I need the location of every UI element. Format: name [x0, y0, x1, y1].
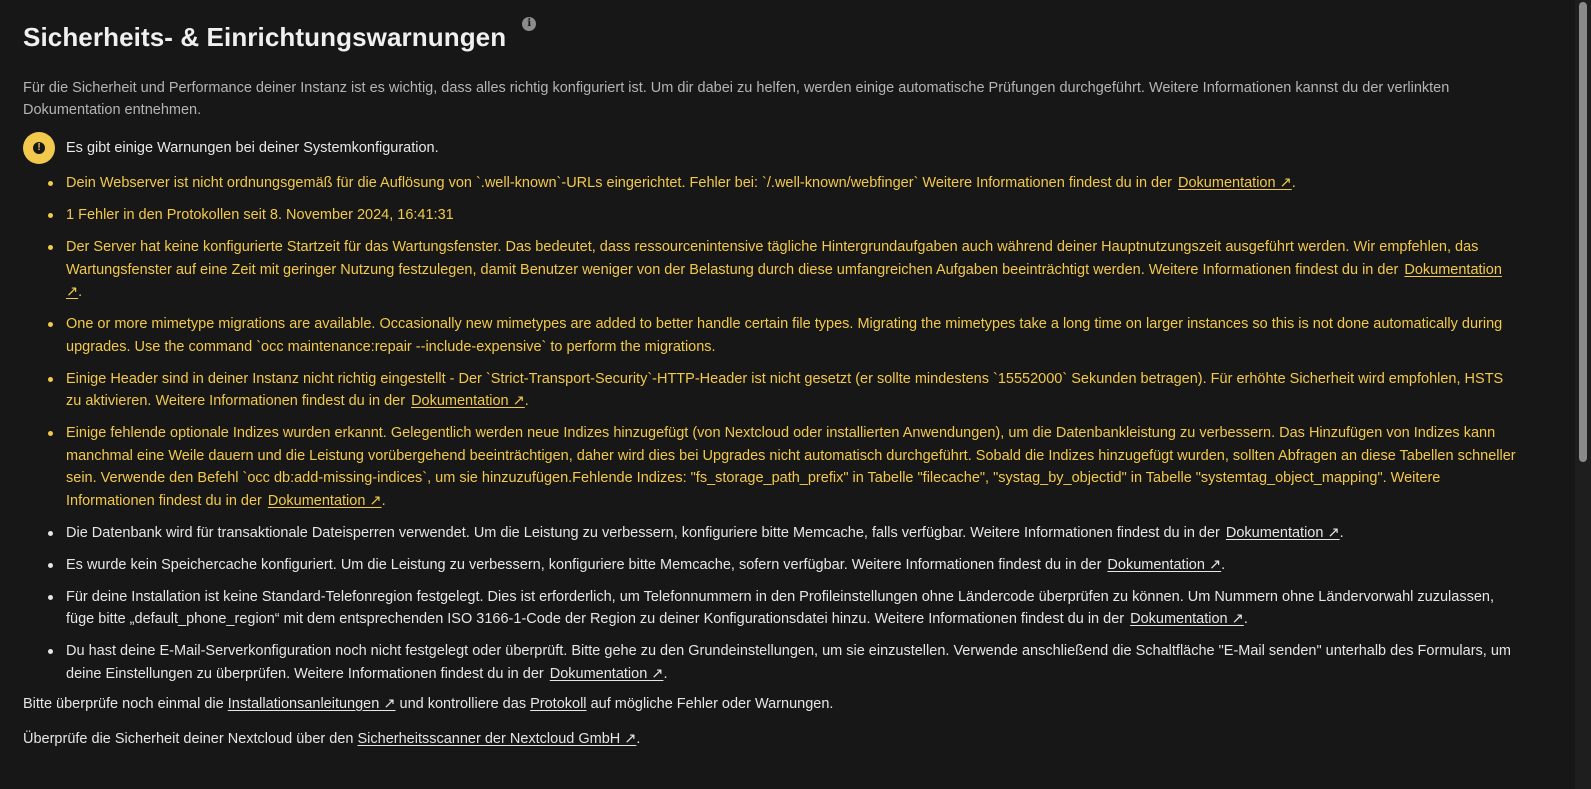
documentation-link[interactable]: Dokumentation ↗	[1225, 524, 1340, 541]
documentation-link[interactable]: Dokumentation ↗	[66, 261, 1502, 300]
footer-text: .	[636, 731, 641, 747]
footer-text: auf mögliche Fehler oder Warnungen.	[590, 696, 834, 712]
installation-guide-link[interactable]: Installationsanleitungen ↗	[227, 696, 396, 712]
issue-text: Der Server hat keine konfigurierte Startzeit für das Wartungsfenster. Das bedeutet, dass ressourcenintensive tägliche Hintergrundaufgaben auch während deiner Hauptnutzungszeit ausgeführt werden. Wir empfehlen, das Wartungsfenster auf eine Zeit mit geringer Nutzung festzulegen, damit Benutzer weniger von der Belastung durch diese umfangreichen Aufgaben beeinträchtigt werden. Weitere Informationen findest du in der	[66, 239, 1479, 278]
documentation-link[interactable]: Dokumentation ↗	[1178, 175, 1292, 191]
documentation-link[interactable]: Dokumentation ↗	[411, 393, 525, 409]
footer-installation-note	[23, 693, 833, 715]
documentation-link[interactable]: Dokumentation ↗	[1130, 611, 1244, 627]
header	[23, 16, 536, 58]
documentation-link[interactable]: Dokumentation ↗	[549, 665, 664, 682]
footer-text: Bitte überprüfe noch einmal die	[23, 696, 224, 712]
issue-text: 1 Fehler in den Protokollen seit 8. November 2024, 16:41:31	[66, 207, 454, 223]
issue-text: Die Datenbank wird für transaktionale Dateisperren verwendet. Um die Leistung zu verbessern, konfiguriere bitte Memcache, falls verfügbar. Weitere Informationen findest du in der	[66, 524, 1220, 541]
intro-text: Für die Sicherheit und Performance deiner Instanz ist es wichtig, dass alles richtig konfiguriert ist. Um dir dabei zu helfen, werden einige automatische Prüfungen durchgeführt. Weitere Informationen kannst du der verlinkten Dokumentation entnehmen.	[23, 80, 1450, 118]
footer-security-scan-note	[23, 728, 640, 750]
issue-text: Einige fehlende optionale Indizes wurden erkannt. Gelegentlich werden neue Indizes hinzugefügt (von Nextcloud oder installierten Anwendungen), um die Datenbankleistung zu verbessern. Das Hinzufügen von Indizes kann manchmal eine Weile dauern und die Leistung vorübergehend beeinträchtigen, daher wird dies bei Upgrades nicht automatisch durchgeführt. Sobald die Indizes hinzugefügt wurden, sollten Abfragen an diese Tabellen schneller sein. Verwende den Befehl `occ db:add-missing-indices`, um sie hinzuzufügen.Fehlende Indizes: "fs_storage_path_prefix" in Tabelle "filecache", "systag_by_objectid" in Tabelle "systemtag_object_mapping". Weitere Informationen findest du in der	[66, 425, 1516, 509]
list-item: Für deine Installation ist keine Standard-Telefonregion festgelegt. Dies ist erforderlich, um Telefonnummern in den Profileinstellungen ohne Ländercode überprüfen zu können. Um Nummern ohne Ländervorwahl zuzulassen, füge bitte „default_phone_region“ mit dem entsprechenden ISO 3166-1-Code der Region zu deiner Konfigurationsdatei hinzu. Weitere Informationen findest du in der Dokumentation ↗.	[43, 586, 1521, 631]
issue-text: Es wurde kein Speichercache konfiguriert. Um die Leistung zu verbessern, konfiguriere bitte Memcache, sofern verfügbar. Weitere Informationen findest du in der	[66, 556, 1102, 573]
list-item: Du hast deine E-Mail-Serverkonfiguration noch nicht festgelegt oder überprüft. Bitte gehe zu den Grundeinstellungen, um sie einzustellen. Verwende anschließend die Schaltfläche "E-Mail senden" unterhalb des Formulars, um deine Einstellungen zu überprüfen. Weitere Informationen findest du in der Dokumentation ↗.	[43, 640, 1521, 685]
log-link[interactable]: Protokoll	[530, 696, 587, 712]
security-scanner-link[interactable]: Sicherheitsscanner der Nextcloud GmbH ↗	[357, 731, 637, 747]
page-scrollbar[interactable]	[1575, 0, 1591, 789]
footer-text: Überprüfe die Sicherheit deiner Nextcloud über den	[23, 731, 354, 747]
warning-summary	[23, 132, 439, 164]
list-item: Der Server hat keine konfigurierte Startzeit für das Wartungsfenster. Das bedeutet, dass ressourcenintensive tägliche Hintergrundaufgaben auch während deiner Hauptnutzungszeit ausgeführt werden. Wir empfehlen, das Wartungsfenster auf eine Zeit mit geringer Nutzung festzulegen, damit Benutzer weniger von der Belastung durch diese umfangreichen Aufgaben beeinträchtigt werden. Weitere Informationen findest du in der Dokumentation ↗.	[43, 236, 1521, 304]
list-item: Dein Webserver ist nicht ordnungsgemäß für die Auflösung von `.well-known`-URLs eingerichtet. Fehler bei: `/.well-known/webfinger` Weitere Informationen findest du in der Dokumentation ↗.	[43, 172, 1521, 195]
issue-list	[43, 172, 1521, 695]
issue-text: Einige Header sind in deiner Instanz nicht richtig eingestellt - Der `Strict-Transport-Security`-HTTP-Header ist nicht gesetzt (er sollte mindestens `15552000` Sekunden betragen). Für erhöhte Sicherheit wird empfohlen, HSTS zu aktivieren. Weitere Informationen findest du in der	[66, 370, 1504, 409]
documentation-link[interactable]: Dokumentation ↗	[267, 492, 382, 509]
documentation-link[interactable]: Dokumentation ↗	[1107, 556, 1222, 573]
page-title: Sicherheits- & Einrichtungswarnungen	[23, 22, 507, 52]
warning-icon: !	[23, 132, 55, 164]
footer-text: und kontrolliere das	[399, 696, 527, 712]
list-item	[43, 313, 1521, 358]
scrollbar-thumb[interactable]	[1579, 2, 1587, 462]
list-item: Einige fehlende optionale Indizes wurden erkannt. Gelegentlich werden neue Indizes hinzugefügt (von Nextcloud oder installierten Anwendungen), um die Datenbankleistung zu verbessern. Das Hinzufügen von Indizes kann manchmal eine Weile dauern und die Leistung vorübergehend beeinträchtigen, daher wird dies bei Upgrades nicht automatisch durchgeführt. Sobald die Indizes hinzugefügt wurden, sollten Abfragen an diese Tabellen schneller sein. Verwende den Befehl `occ db:add-missing-indices`, um sie hinzuzufügen.Fehlende Indizes: "fs_storage_path_prefix" in Tabelle "filecache", "systag_by_objectid" in Tabelle "systemtag_object_mapping". Weitere Informationen findest du in der Dokumentation ↗.	[43, 422, 1521, 512]
info-icon[interactable]: i	[522, 17, 536, 31]
issue-text: Dein Webserver ist nicht ordnungsgemäß für die Auflösung von `.well-known`-URLs eingerichtet. Fehler bei: `/.well-known/webfinger` Weitere Informationen findest du in der	[66, 175, 1173, 191]
list-item: Die Datenbank wird für transaktionale Dateisperren verwendet. Um die Leistung zu verbessern, konfiguriere bitte Memcache, falls verfügbar. Weitere Informationen findest du in der Dokumentation ↗.	[43, 522, 1521, 545]
list-item: Einige Header sind in deiner Instanz nicht richtig eingestellt - Der `Strict-Transport-Security`-HTTP-Header ist nicht gesetzt (er sollte mindestens `15552000` Sekunden betragen). Für erhöhte Sicherheit wird empfohlen, HSTS zu aktivieren. Weitere Informationen findest du in der Dokumentation ↗.	[43, 368, 1521, 413]
list-item	[43, 204, 1521, 227]
issue-text: One or more mimetype migrations are available. Occasionally new mimetypes are added to better handle certain file types. Migrating the mimetypes take a long time on larger instances so this is not done automatically during upgrades. Use the command `occ maintenance:repair --include-expensive` to perform the migrations.	[66, 316, 1503, 355]
issue-text: Du hast deine E-Mail-Serverkonfiguration noch nicht festgelegt oder überprüft. Bitte gehe zu den Grundeinstellungen, um sie einzustellen. Verwende anschließend die Schaltfläche "E-Mail senden" unterhalb des Formulars, um deine Einstellungen zu überprüfen. Weitere Informationen findest du in der	[66, 643, 1512, 682]
list-item: Es wurde kein Speichercache konfiguriert. Um die Leistung zu verbessern, konfiguriere bitte Memcache, sofern verfügbar. Weitere Informationen findest du in der Dokumentation ↗.	[43, 554, 1521, 577]
warning-summary-text: Es gibt einige Warnungen bei deiner Systemkonfiguration.	[66, 140, 439, 156]
issue-text: Für deine Installation ist keine Standard-Telefonregion festgelegt. Dies ist erforderlich, um Telefonnummern in den Profileinstellungen ohne Ländercode überprüfen zu können. Um Nummern ohne Ländervorwahl zuzulassen, füge bitte „default_phone_region“ mit dem entsprechenden ISO 3166-1-Code der Region zu deiner Konfigurationsdatei hinzu. Weitere Informationen findest du in der	[66, 588, 1495, 627]
